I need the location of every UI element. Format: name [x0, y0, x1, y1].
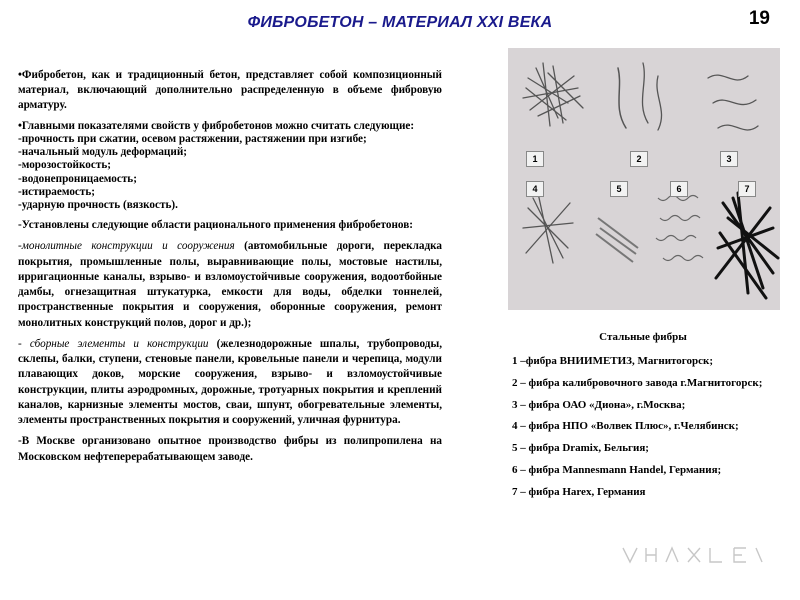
fiber-item: 7 – фибра Harex, Германия [512, 485, 646, 498]
intro-paragraph: •Фибробетон, как и традиционный бетон, представляет собой композиционный материал, включающий дополнительно распределенную в объеме фибровую арматуру. [18, 69, 442, 112]
monolithic-text: (автомобильные дороги, перекладка покрытия, промышленные полы, выравнивающие полы, мостовые настилы, ирригационные каналы, взрыво- и взломоустойчивые сооружения, водоотбойные дамбы, огнезащитная штукатурка, емкости для воды, обделки тоннелей, пространственные покрытия и сооружения, оборонные сооружения, ремонт монолитных конструкций полов, дорог и др.); [18, 240, 442, 329]
fiber-item: 5 – фибра Dramix, Бельгия; [512, 442, 649, 455]
fiber-item: 3 – фибра ОАО «Диона», г.Москва; [512, 398, 686, 411]
property-item: -прочность при сжатии, осевом растяжении, растяжении при изгибе; [18, 132, 367, 145]
steel-fibers-photo [508, 48, 780, 310]
fiber-item: 2 – фибра калибровочного завода г.Магнитогорск; [512, 376, 763, 389]
fiber-label-6: 6 [670, 181, 688, 197]
property-item: -истираемость; [18, 185, 96, 198]
legend-caption: Стальные фибры [599, 331, 687, 343]
property-item: -ударную прочность (вязкость). [18, 199, 178, 212]
properties-heading: •Главными показателями свойств у фибробетонов можно считать следующие: [18, 119, 415, 132]
page-number: 19 [748, 8, 770, 29]
fiber-label-5: 5 [610, 181, 628, 197]
fiber-item: 6 – фибра Mannesmann Handel, Германия; [512, 464, 722, 477]
fiber-legend [512, 330, 774, 507]
fiber-label-2: 2 [630, 151, 648, 167]
precast-text: (железнодорожные шпалы, трубопроводы, склепы, балки, ступени, стеновые панели, кровельные панели и черепица, модули плавающих доков, морские сооружения, взрыво- и взломоустойчивые конструкции, плиты аэродромных, дорожные, тротуарных покрытия и креплений каналов, карнизные элементы мостов, сваи, шпунт, обогревательные элементы, элементы пространственных покрытия и сооружений, уличная фурнитура. [18, 337, 442, 427]
monolithic-label: -монолитные конструкции и сооружения [18, 240, 235, 253]
fiber-label-4: 4 [526, 181, 544, 197]
watermark-logo [618, 540, 768, 568]
precast-label: - сборные элементы и конструкции [18, 337, 209, 350]
fiber-label-3: 3 [720, 151, 738, 167]
fiber-item: 1 –фибра ВНИИМЕТИЗ, Магнитогорск; [512, 354, 714, 367]
monolithic-paragraph [18, 239, 442, 330]
fiber-label-1: 1 [526, 151, 544, 167]
main-text-column [18, 68, 442, 471]
fiber-label-7: 7 [738, 181, 756, 197]
property-item: -начальный модуль деформаций; [18, 146, 187, 159]
property-item: -морозостойкость; [18, 159, 111, 172]
slide-title: ФИБРОБЕТОН – МАТЕРИАЛ XXI ВЕКА [247, 14, 553, 31]
moscow-paragraph: -В Москве организовано опытное производство фибры из полипропилена на Московском нефтеперерабатывающем заводе. [18, 435, 442, 463]
fiber-item: 4 – фибра НПО «Волвек Плюс», г.Челябинск; [512, 420, 739, 433]
fibers-drawing [508, 48, 780, 310]
areas-heading: -Установлены следующие области рационального применения фибробетонов: [18, 219, 413, 232]
precast-paragraph [18, 337, 442, 428]
property-item: -водонепроницаемость; [18, 172, 137, 185]
